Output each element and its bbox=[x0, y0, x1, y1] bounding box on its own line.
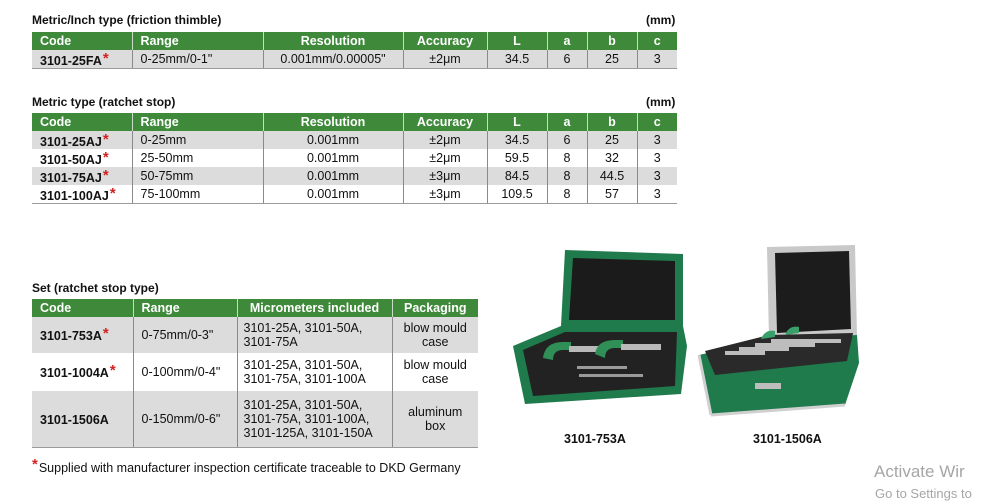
table-header-row bbox=[32, 32, 677, 50]
header-packaging: Packaging bbox=[392, 299, 478, 317]
aluminum-box-image bbox=[695, 243, 865, 423]
standard-bar bbox=[577, 366, 627, 369]
code-cell bbox=[32, 317, 133, 353]
a-cell: 8 bbox=[547, 185, 587, 204]
L-cell: 84.5 bbox=[487, 167, 547, 185]
b-cell: 57 bbox=[587, 185, 637, 204]
certificate-star: * bbox=[102, 131, 109, 148]
code-text: 3101-25AJ bbox=[40, 135, 102, 149]
accuracy-cell: ±3μm bbox=[403, 185, 487, 204]
c-cell: 3 bbox=[637, 131, 677, 149]
header-micrometers: Micrometers included bbox=[237, 299, 392, 317]
product-label: 3101-753A bbox=[564, 432, 626, 446]
range-cell: 0-25mm bbox=[132, 131, 263, 149]
micrometer bbox=[771, 339, 841, 343]
header-range: Range bbox=[132, 32, 263, 50]
header-code: Code bbox=[32, 299, 133, 317]
header-L: L bbox=[487, 32, 547, 50]
range-cell: 25-50mm bbox=[132, 149, 263, 167]
header-c: c bbox=[637, 113, 677, 131]
micrometers-cell bbox=[237, 317, 392, 353]
range-cell: 75-100mm bbox=[132, 185, 263, 204]
code-cell bbox=[32, 185, 132, 204]
resolution-cell: 0.001mm bbox=[263, 185, 403, 204]
table-row bbox=[32, 185, 677, 204]
b-cell: 25 bbox=[587, 131, 637, 149]
code-text: 3101-1506A bbox=[40, 412, 109, 427]
resolution-cell: 0.001mm bbox=[263, 149, 403, 167]
resolution-cell: 0.001mm bbox=[263, 167, 403, 185]
header-code: Code bbox=[32, 32, 132, 50]
certificate-star: * bbox=[102, 167, 109, 184]
packaging-line: case bbox=[422, 335, 449, 349]
ratchet-spec-table bbox=[32, 113, 677, 204]
micrometers-cell bbox=[237, 353, 392, 391]
table-row bbox=[32, 50, 677, 69]
a-cell: 6 bbox=[547, 50, 587, 69]
micrometer bbox=[755, 343, 815, 347]
box-handle bbox=[755, 383, 781, 389]
range-cell: 0-75mm/0-3" bbox=[133, 317, 237, 353]
accuracy-cell: ±3μm bbox=[403, 167, 487, 185]
standard-bar bbox=[579, 374, 643, 377]
header-b: b bbox=[587, 113, 637, 131]
activation-watermark-subtitle: Go to Settings to bbox=[875, 486, 972, 501]
packaging-line: blow mould bbox=[403, 358, 467, 372]
b-cell: 25 bbox=[587, 50, 637, 69]
range-cell: 0-150mm/0-6" bbox=[133, 391, 237, 447]
packaging-line: blow mould bbox=[403, 321, 467, 335]
code-text: 3101-50AJ bbox=[40, 153, 102, 167]
accuracy-cell: ±2μm bbox=[403, 131, 487, 149]
case-lid-foam bbox=[569, 258, 675, 320]
friction-section-title: Metric/Inch type (friction thimble) bbox=[32, 13, 222, 27]
code-cell bbox=[32, 131, 132, 149]
header-resolution: Resolution bbox=[263, 32, 403, 50]
header-resolution: Resolution bbox=[263, 113, 403, 131]
L-cell: 109.5 bbox=[487, 185, 547, 204]
code-text: 3101-100AJ bbox=[40, 189, 109, 203]
header-b: b bbox=[587, 32, 637, 50]
friction-spec-table bbox=[32, 32, 677, 69]
table-header-row bbox=[32, 113, 677, 131]
a-cell: 8 bbox=[547, 149, 587, 167]
c-cell: 3 bbox=[653, 151, 661, 165]
c-cell: 3 bbox=[637, 167, 677, 185]
code-text: 3101-25FA bbox=[40, 54, 102, 68]
table-row bbox=[32, 167, 677, 185]
micrometers-line: 3101-75A bbox=[243, 335, 298, 349]
a-cell: 8 bbox=[547, 167, 587, 185]
header-a: a bbox=[547, 113, 587, 131]
packaging-line: aluminum bbox=[408, 404, 463, 419]
code-cell bbox=[32, 50, 132, 69]
b-cell: 44.5 bbox=[587, 167, 637, 185]
resolution-cell: 0.001mm bbox=[263, 131, 403, 149]
header-accuracy: Accuracy bbox=[403, 32, 487, 50]
accuracy-cell: ±2μm bbox=[403, 50, 487, 69]
box-lid-foam bbox=[775, 251, 851, 333]
header-range: Range bbox=[132, 113, 263, 131]
certificate-star: * bbox=[102, 149, 109, 166]
micrometers-line: 3101-25A, 3101-50A, bbox=[243, 321, 363, 335]
set-section-title: Set (ratchet stop type) bbox=[32, 281, 159, 295]
ratchet-section-title: Metric type (ratchet stop) bbox=[32, 95, 176, 109]
L-cell: 34.5 bbox=[487, 50, 547, 69]
micrometers-line: 3101-75A, 3101-100A, bbox=[243, 411, 370, 426]
table-row bbox=[32, 317, 478, 353]
code-cell bbox=[32, 391, 133, 447]
L-cell: 34.5 bbox=[487, 131, 547, 149]
product-label: 3101-1506A bbox=[753, 432, 822, 446]
header-accuracy: Accuracy bbox=[403, 113, 487, 131]
set-spec-table bbox=[32, 299, 478, 448]
header-L: L bbox=[487, 113, 547, 131]
b-cell: 32 bbox=[587, 149, 637, 167]
footnote-text: Supplied with manufacturer inspection certificate traceable to DKD Germany bbox=[38, 461, 461, 475]
micrometers-cell bbox=[237, 391, 392, 447]
header-range: Range bbox=[133, 299, 237, 317]
micrometer bbox=[739, 347, 789, 351]
packaging-cell bbox=[392, 391, 478, 447]
certificate-star: * bbox=[32, 456, 38, 473]
friction-unit-label: (mm) bbox=[646, 13, 676, 27]
micrometers-line: 3101-25A, 3101-50A, bbox=[243, 397, 363, 412]
micrometers-line: 3101-125A, 3101-150A bbox=[243, 425, 373, 440]
footnote bbox=[32, 456, 461, 475]
L-cell: 59.5 bbox=[487, 149, 547, 167]
case-base-foam bbox=[523, 332, 677, 396]
certificate-star: * bbox=[109, 362, 116, 379]
header-a: a bbox=[547, 32, 587, 50]
code-cell bbox=[32, 149, 132, 167]
activation-watermark-title: Activate Wir bbox=[874, 462, 965, 481]
micrometers-line: 3101-75A, 3101-100A bbox=[243, 372, 366, 386]
micrometers-line: 3101-25A, 3101-50A, bbox=[243, 358, 363, 372]
header-c: c bbox=[637, 32, 677, 50]
c-cell: 3 bbox=[637, 50, 677, 69]
code-text: 3101-1004A bbox=[40, 366, 109, 380]
micrometer-sleeve bbox=[621, 344, 661, 350]
range-cell: 0-25mm/0-1" bbox=[132, 50, 263, 69]
a-cell: 6 bbox=[547, 131, 587, 149]
accuracy-cell: ±2μm bbox=[403, 149, 487, 167]
micrometer bbox=[725, 351, 765, 355]
packaging-cell bbox=[392, 353, 478, 391]
certificate-star: * bbox=[109, 185, 116, 202]
packaging-line: case bbox=[422, 372, 449, 386]
code-cell bbox=[32, 353, 133, 391]
range-cell: 0-100mm/0-4" bbox=[133, 353, 237, 391]
certificate-star: * bbox=[102, 325, 109, 342]
table-row bbox=[32, 131, 677, 149]
packaging-cell bbox=[392, 317, 478, 353]
table-row bbox=[32, 149, 677, 167]
ratchet-unit-label: (mm) bbox=[646, 95, 676, 109]
table-row bbox=[32, 391, 478, 447]
blow-mould-case-image bbox=[505, 246, 695, 424]
code-text: 3101-75AJ bbox=[40, 171, 102, 185]
packaging-line: box bbox=[425, 418, 446, 433]
table-header-row bbox=[32, 299, 478, 317]
code-cell bbox=[32, 167, 132, 185]
header-code: Code bbox=[32, 113, 132, 131]
range-cell: 50-75mm bbox=[132, 167, 263, 185]
resolution-cell: 0.001mm/0.00005" bbox=[263, 50, 403, 69]
table-row bbox=[32, 353, 478, 391]
c-cell: 3 bbox=[637, 185, 677, 204]
code-text: 3101-753A bbox=[40, 329, 102, 343]
certificate-star: * bbox=[102, 50, 109, 67]
